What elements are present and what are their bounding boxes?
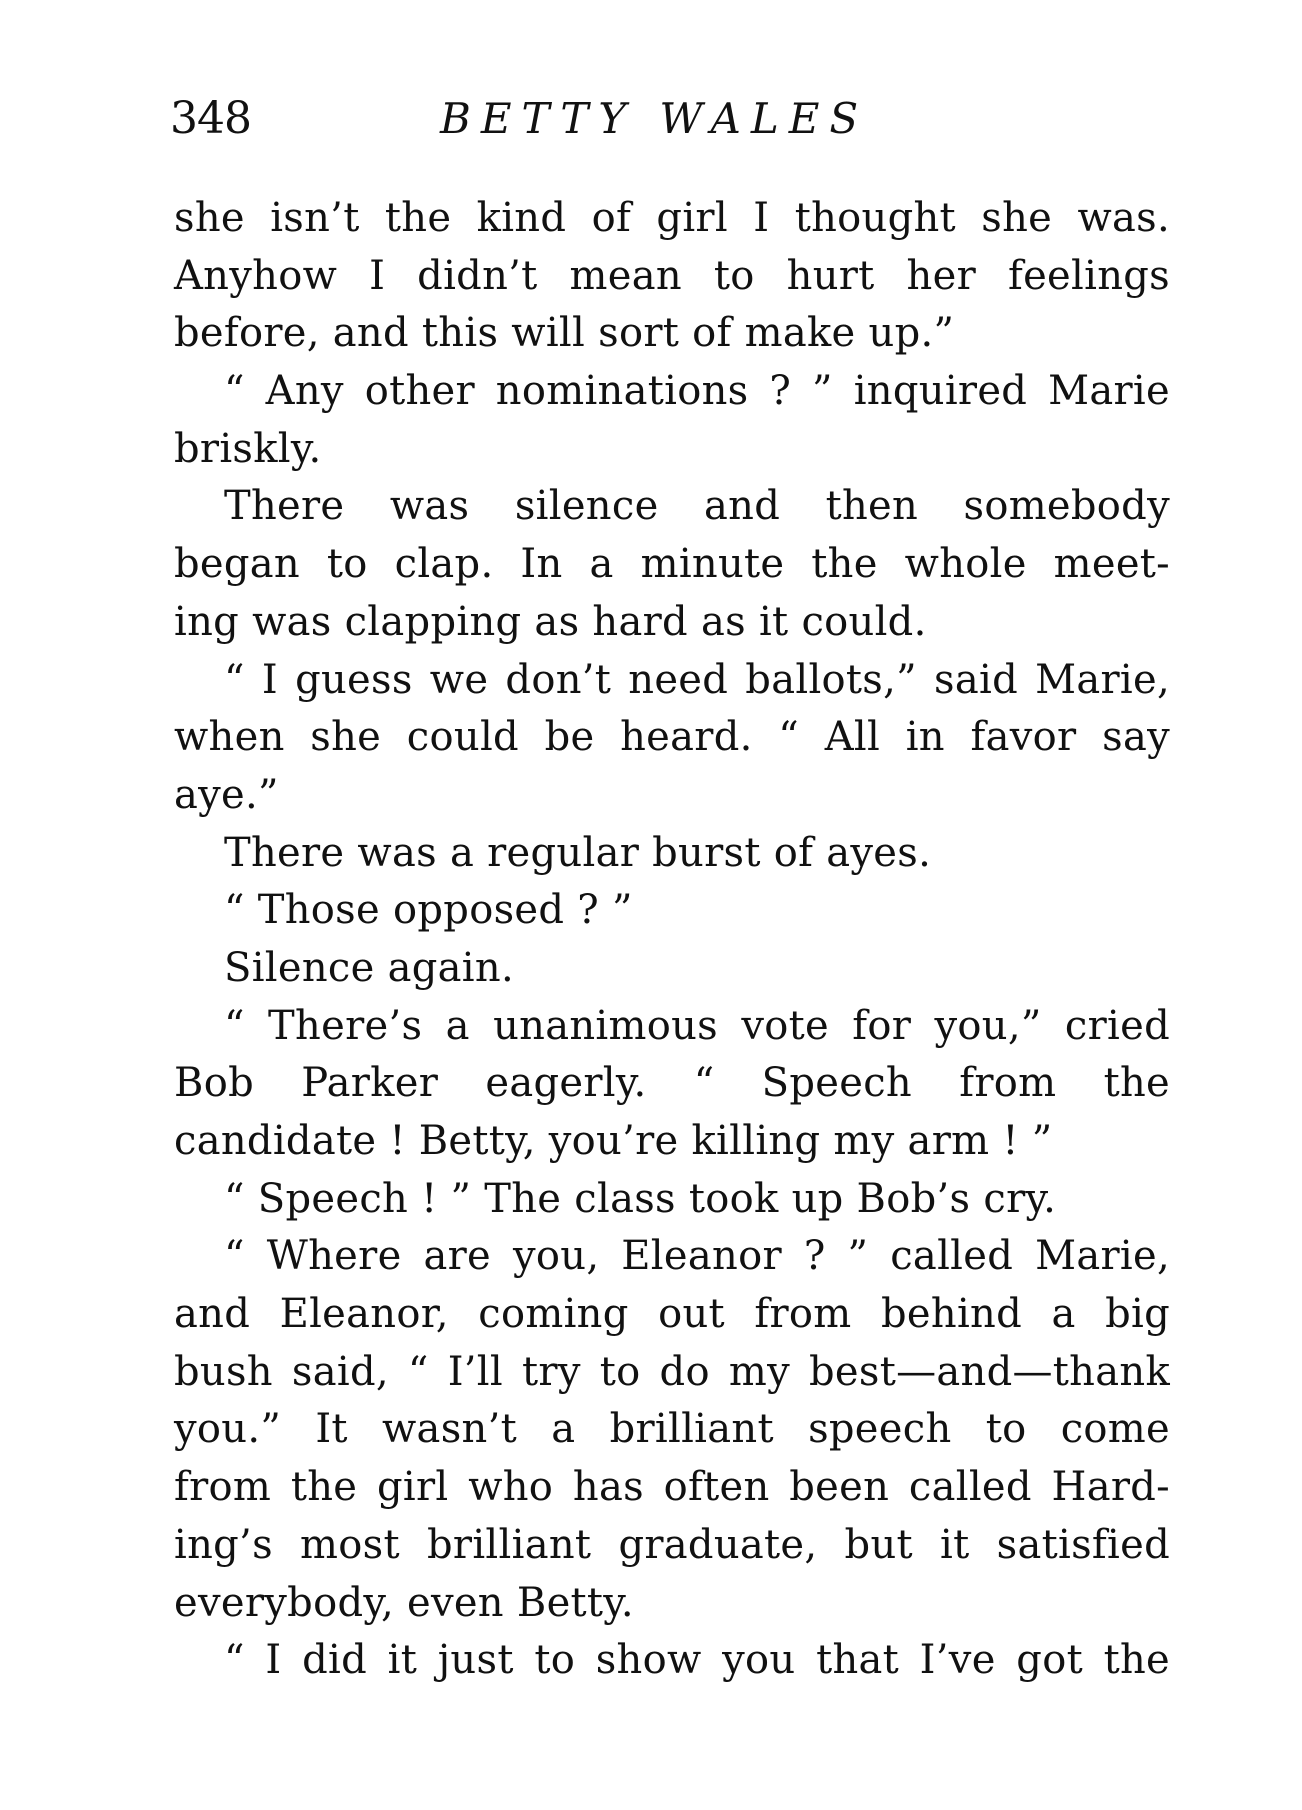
page-number: 348 bbox=[170, 93, 251, 144]
text-line: briskly. bbox=[174, 425, 322, 472]
text-line: began to clap. In a minute the whole meet- bbox=[174, 541, 1170, 588]
text-line: ing’s most brilliant graduate, but it satisfied bbox=[174, 1521, 1170, 1568]
text-line: you.” It wasn’t a brilliant speech to come bbox=[174, 1406, 1170, 1453]
text-line: Anyhow I didn’t mean to hurt her feelings bbox=[174, 252, 1170, 299]
text-line: Silence again. bbox=[224, 944, 514, 991]
text-line: bush said, “ I’ll try to do my best—and—thank bbox=[174, 1348, 1170, 1395]
text-line: when she could be heard. “ All in favor say bbox=[174, 714, 1170, 761]
text-line: “ Any other nominations ? ” inquired Marie bbox=[224, 368, 1170, 415]
running-title: BETTY WALES bbox=[440, 94, 869, 143]
text-line: There was a regular burst of ayes. bbox=[224, 829, 932, 876]
text-line: before, and this will sort of make up.” bbox=[174, 310, 955, 357]
text-line: “ Those opposed ? ” bbox=[224, 887, 633, 934]
text-line: everybody, even Betty. bbox=[174, 1579, 634, 1626]
text-line: aye.” bbox=[174, 771, 279, 818]
text-line: “ I guess we don’t need ballots,” said Marie, bbox=[224, 656, 1170, 703]
text-line: candidate ! Betty, you’re killing my arm ! ” bbox=[174, 1118, 1053, 1164]
text-line: “ Speech ! ” The class took up Bob’s cry. bbox=[224, 1175, 1057, 1222]
text-line: and Eleanor, coming out from behind a big bbox=[174, 1291, 1170, 1338]
text-line: There was silence and then somebody bbox=[224, 483, 1170, 530]
text-line: from the girl who has often been called Hard- bbox=[174, 1464, 1170, 1511]
page-header bbox=[170, 84, 1170, 154]
text-line: ing was clapping as hard as it could. bbox=[174, 598, 927, 645]
body-text bbox=[174, 190, 1170, 1690]
text-line: “ I did it just to show you that I’ve got the bbox=[224, 1637, 1170, 1684]
text-line: “ Where are you, Eleanor ? ” called Marie, bbox=[224, 1233, 1170, 1280]
text-line: “ There’s a unanimous vote for you,” cried bbox=[224, 1002, 1170, 1049]
text-line: she isn’t the kind of girl I thought she was. bbox=[174, 195, 1170, 241]
text-line: Bob Parker eagerly. “ Speech from the bbox=[174, 1060, 1170, 1107]
